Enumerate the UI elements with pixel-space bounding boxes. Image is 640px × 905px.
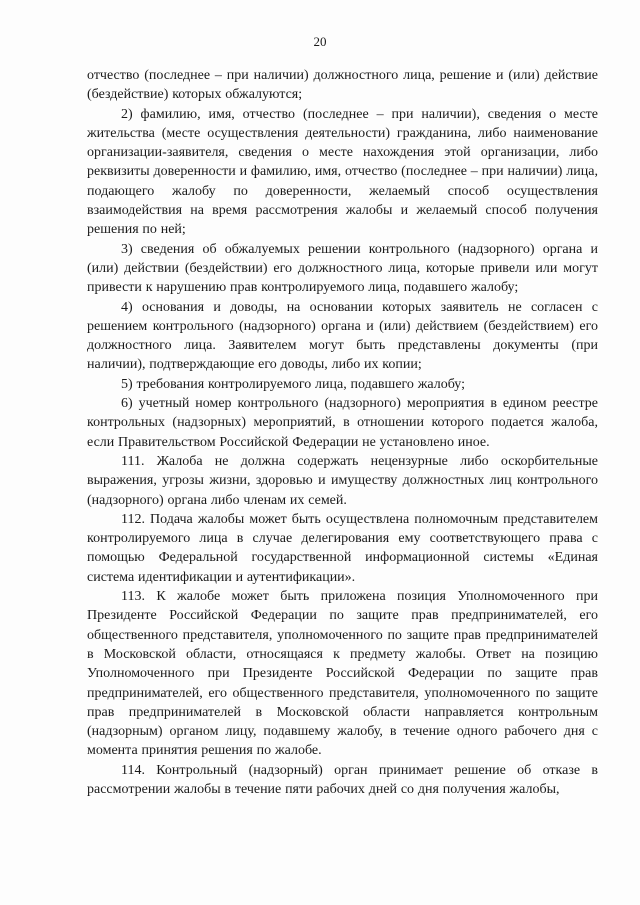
paragraph-112: 112. Подача жалобы может быть осуществлена полномочным представителем контролируемого лица в случае делегирования ему соответствующего права с помощью Федеральной государственной информационной системы «Единая система идентификации и аутентификации». (87, 511, 598, 585)
paragraph-item-5: 5) требования контролируемого лица, подавшего жалобу; (121, 376, 466, 392)
paragraph-111: 111. Жалоба не должна содержать нецензурные либо оскорбительные выражения, угрозы жизни, здоровью и имуществу должностных лиц контрольного (надзорного) органа либо членам их семей. (87, 453, 598, 508)
paragraph-continuation: отчество (последнее – при наличии) должностного лица, решение и (или) действие (бездействие) которых обжалуются; (87, 68, 598, 103)
paragraph-item-2: 2) фамилию, имя, отчество (последнее – при наличии), сведения о месте жительства (месте осуществления деятельности) гражданина, либо наименование организации-заявителя, сведения о месте нахождения этой организации, либо реквизиты доверенности и фамилию, имя, отчество (последнее – при наличии) лица, подающего жалобу по доверенности, желаемый способ осуществления взаимодействия на время рассмотрения жалобы и желаемый способ получения решения по ней; (87, 106, 598, 238)
paragraph-item-4: 4) основания и доводы, на основании которых заявитель не согласен с решением контрольного (надзорного) органа и (или) действием (бездействием) его должностного лица. Заявителем могут быть представлены документы (при наличии), подтверждающие его доводы, либо их копии; (87, 299, 598, 373)
paragraph-item-6: 6) учетный номер контрольного (надзорного) мероприятия в едином реестре контрольных (надзорных) мероприятий, в отношении которого подается жалоба, если Правительством Российской Федерации не установлено иное. (87, 396, 598, 450)
paragraph-item-3: 3) сведения об обжалуемых решении контрольного (надзорного) органа и (или) действии (бездействии) его должностного лица, которые привели или могут привести к нарушению прав контролируемого лица, подавшего жалобу; (87, 241, 598, 296)
page-number: 20 (313, 34, 327, 49)
paragraph-114: 114. Контрольный (надзорный) орган принимает решение об отказе в рассмотрении жалобы в течение пяти рабочих дней со дня получения жалобы, (87, 762, 598, 797)
document-body (87, 66, 598, 799)
paragraph-113: 113. К жалобе может быть приложена позиция Уполномоченного при Президенте Российской Федерации по защите прав предпринимателей, его общественного представителя, уполномоченного по защите прав предпринимателей в Московской области, относящаяся к предмету жалобы. Ответ на позицию Уполномоченного при Президенте Российской Федерации по защите прав предпринимателей, его общественного представителя, уполномоченного по защите прав предпринимателей в Московской области направляется контрольным (надзорным) органом лицу, подавшему жалобу, в течение одного рабочего дня с момента принятия решения по жалобе. (87, 589, 598, 759)
